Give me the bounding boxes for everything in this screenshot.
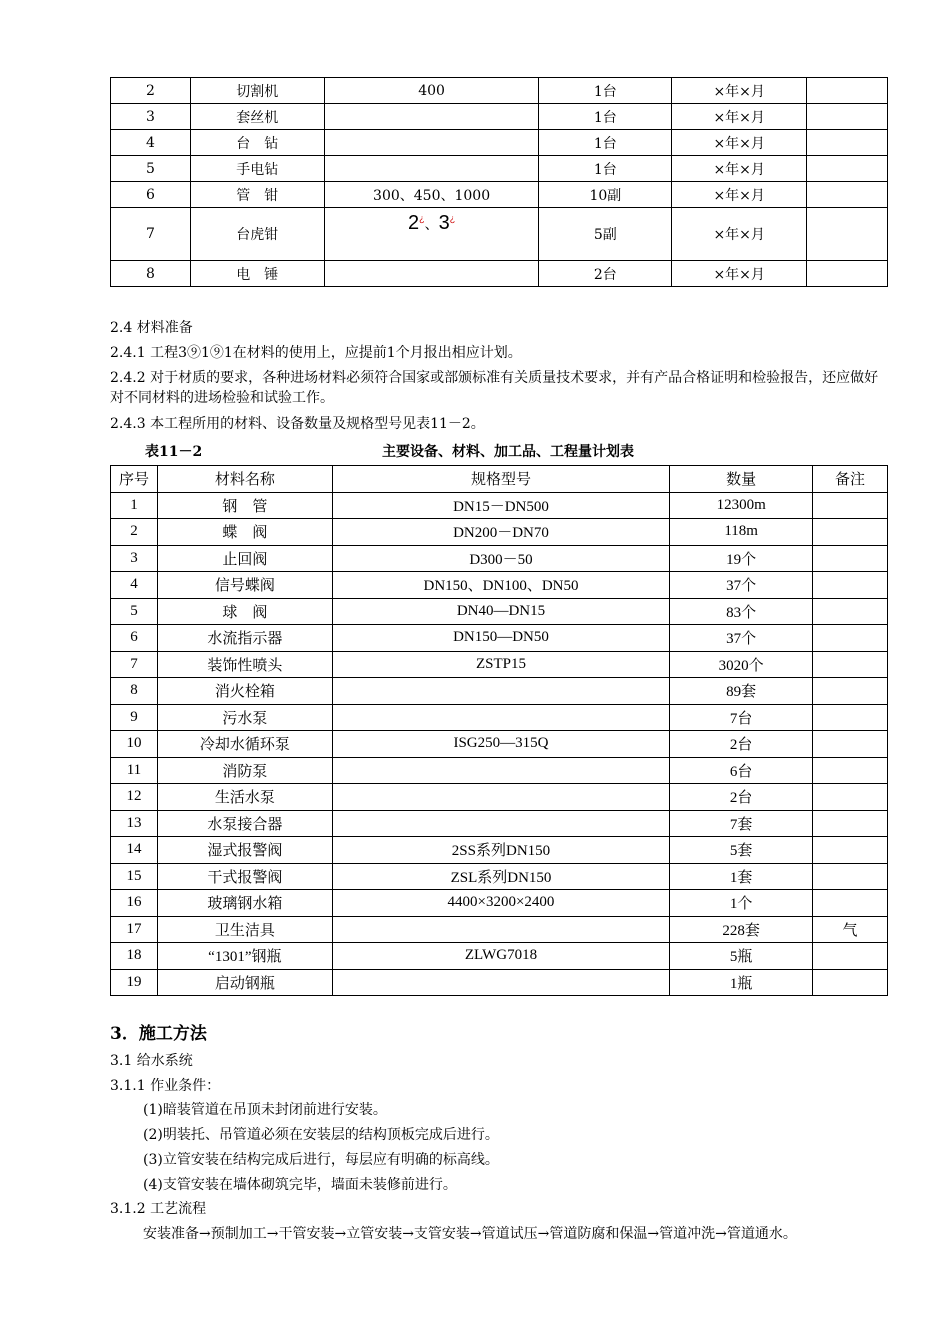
cell-note	[813, 704, 888, 731]
cell-no: 5	[111, 598, 158, 625]
cell-no: 14	[111, 837, 158, 864]
cell-note	[813, 810, 888, 837]
cell-name: 信号蝶阀	[157, 572, 332, 599]
cell-time: ×年×月	[672, 78, 807, 104]
table-title: 主要设备、材料、加工品、工程量计划表	[382, 444, 634, 460]
cell-qty: 89套	[670, 678, 813, 705]
section-heading-2-4: 2.4 材料准备	[110, 320, 193, 336]
condition-item: (1)暗装管道在吊顶未封闭前进行安装。	[143, 1102, 387, 1118]
cell-name: “1301”钢瓶	[157, 943, 332, 970]
cell-no: 8	[111, 261, 191, 287]
cell-name: 止回阀	[157, 545, 332, 572]
cell-qty: 3020个	[670, 651, 813, 678]
cell-no: 18	[111, 943, 158, 970]
table-row	[111, 757, 888, 784]
cell-name: 套丝机	[190, 104, 324, 130]
cell-no: 6	[111, 625, 158, 652]
cell-spec	[332, 810, 670, 837]
table-row	[111, 731, 888, 758]
cell-spec	[332, 969, 670, 996]
table-row	[111, 651, 888, 678]
cell-name: 钢 管	[157, 492, 332, 519]
cell-no: 1	[111, 492, 158, 519]
table-row	[111, 519, 888, 546]
cell-note	[813, 757, 888, 784]
cell-qty: 2台	[670, 731, 813, 758]
cell-spec	[332, 784, 670, 811]
cell-no: 3	[111, 545, 158, 572]
cell-time: ×年×月	[672, 182, 807, 208]
cell-no: 8	[111, 678, 158, 705]
cell-qty: 37个	[670, 625, 813, 652]
table-row	[111, 890, 888, 917]
cell-name: 卫生洁具	[157, 916, 332, 943]
table-row	[111, 78, 888, 104]
cell-name: 水流指示器	[157, 625, 332, 652]
table-row	[111, 261, 888, 287]
cell-note	[813, 784, 888, 811]
table-row	[111, 130, 888, 156]
cell-no: 4	[111, 130, 191, 156]
cell-qty: 1套	[670, 863, 813, 890]
cell-note	[813, 492, 888, 519]
paragraph-2-4-1: 2.4.1 工程3⑨1⑨1在材料的使用上，应提前1个月报出相应计划。	[110, 345, 522, 361]
cell-name: 切割机	[190, 78, 324, 104]
cell-qty: 1台	[539, 156, 672, 182]
cell-qty: 1瓶	[670, 969, 813, 996]
cell-qty: 6台	[670, 757, 813, 784]
cell-name: 玻璃钢水箱	[157, 890, 332, 917]
cell-name: 消防泵	[157, 757, 332, 784]
cell-note	[807, 261, 888, 287]
table-row	[111, 863, 888, 890]
cell-no: 16	[111, 890, 158, 917]
cell-name: 启动钢瓶	[157, 969, 332, 996]
cell-spec	[332, 704, 670, 731]
cell-time: ×年×月	[672, 104, 807, 130]
cell-name: 冷却水循环泵	[157, 731, 332, 758]
cell-name: 蝶 阀	[157, 519, 332, 546]
cell-time: ×年×月	[672, 261, 807, 287]
table-row	[111, 208, 888, 261]
cell-note	[807, 182, 888, 208]
cell-qty: 1台	[539, 78, 672, 104]
section-heading-3: 3．施工方法	[110, 1024, 207, 1044]
table-row	[111, 916, 888, 943]
table-row	[111, 784, 888, 811]
cell-no: 11	[111, 757, 158, 784]
cell-qty: 1台	[539, 104, 672, 130]
cell-note	[813, 890, 888, 917]
cell-qty: 7套	[670, 810, 813, 837]
cell-note	[813, 545, 888, 572]
cell-name: 台虎钳	[190, 208, 324, 261]
cell-note: 气	[813, 916, 888, 943]
condition-item: (3)立管安装在结构完成后进行，每层应有明确的标高线。	[143, 1152, 499, 1168]
cell-qty: 5瓶	[670, 943, 813, 970]
table-row	[111, 182, 888, 208]
cell-time: ×年×月	[672, 208, 807, 261]
condition-item: (2)明装托、吊管道必须在安装层的结构顶板完成后进行。	[143, 1127, 499, 1143]
cell-spec	[332, 757, 670, 784]
cell-note	[813, 969, 888, 996]
cell-no: 3	[111, 104, 191, 130]
cell-spec: 400	[324, 78, 539, 104]
cell-note	[813, 651, 888, 678]
cell-spec: 300、450、1000	[324, 182, 539, 208]
cell-qty: 12300m	[670, 492, 813, 519]
cell-spec	[324, 208, 539, 261]
cell-note	[813, 678, 888, 705]
cell-qty: 5套	[670, 837, 813, 864]
table-row	[111, 598, 888, 625]
cell-spec: DN15－DN500	[332, 492, 670, 519]
cell-spec: 2SS系列DN150	[332, 837, 670, 864]
cell-note	[813, 519, 888, 546]
table-row	[111, 492, 888, 519]
section-heading-3-1-1: 3.1.1 作业条件：	[110, 1078, 221, 1094]
cell-name: 管 钳	[190, 182, 324, 208]
table-row	[111, 104, 888, 130]
table-row	[111, 969, 888, 996]
spec-value-b: 3¿	[438, 212, 456, 234]
cell-spec	[324, 156, 539, 182]
cell-spec: DN150—DN50	[332, 625, 670, 652]
cell-name: 湿式报警阀	[157, 837, 332, 864]
cell-spec: DN200－DN70	[332, 519, 670, 546]
cell-name: 污水泵	[157, 704, 332, 731]
cell-name: 装饰性喷头	[157, 651, 332, 678]
cell-note	[807, 156, 888, 182]
cell-qty: 2台	[539, 261, 672, 287]
table-header-row	[111, 466, 888, 493]
cell-spec: D300－50	[332, 545, 670, 572]
cell-name: 干式报警阀	[157, 863, 332, 890]
cell-qty: 37个	[670, 572, 813, 599]
cell-name: 电 锤	[190, 261, 324, 287]
table-row	[111, 678, 888, 705]
materials-table	[110, 465, 888, 996]
paragraph-2-4-3: 2.4.3 本工程所用的材料、设备数量及规格型号见表11－2。	[110, 416, 485, 432]
cell-no: 9	[111, 704, 158, 731]
cell-note	[813, 731, 888, 758]
cell-spec: DN40—DN15	[332, 598, 670, 625]
tools-table	[110, 77, 888, 287]
cell-note	[813, 943, 888, 970]
header-note: 备注	[813, 466, 888, 493]
section-heading-3-1-2: 3.1.2 工艺流程	[110, 1201, 207, 1217]
cell-note	[807, 104, 888, 130]
cell-spec: ZLWG7018	[332, 943, 670, 970]
table-row	[111, 625, 888, 652]
cell-note	[807, 208, 888, 261]
cell-note	[807, 130, 888, 156]
cell-spec	[324, 261, 539, 287]
cell-spec: DN150、DN100、DN50	[332, 572, 670, 599]
spec-value-a: 2¿	[407, 212, 425, 234]
cell-qty: 19个	[670, 545, 813, 572]
cell-name: 消火栓箱	[157, 678, 332, 705]
cell-no: 6	[111, 182, 191, 208]
cell-no: 13	[111, 810, 158, 837]
cell-spec	[324, 104, 539, 130]
table-row	[111, 572, 888, 599]
materials-table-body	[111, 492, 888, 996]
cell-no: 4	[111, 572, 158, 599]
cell-no: 7	[111, 651, 158, 678]
cell-spec: ZSL系列DN150	[332, 863, 670, 890]
cell-no: 17	[111, 916, 158, 943]
table-row	[111, 837, 888, 864]
table-row	[111, 704, 888, 731]
cell-no: 2	[111, 78, 191, 104]
cell-no: 19	[111, 969, 158, 996]
cell-note	[813, 863, 888, 890]
table-row	[111, 545, 888, 572]
cell-note	[813, 625, 888, 652]
cell-qty: 1台	[539, 130, 672, 156]
table-row	[111, 810, 888, 837]
cell-spec: ISG250—315Q	[332, 731, 670, 758]
cell-note	[813, 598, 888, 625]
condition-item: (4)支管安装在墙体砌筑完毕，墙面未装修前进行。	[143, 1177, 457, 1193]
table-label: 表11－2	[145, 444, 203, 460]
table-row	[111, 943, 888, 970]
header-spec: 规格型号	[332, 466, 670, 493]
cell-qty: 118m	[670, 519, 813, 546]
cell-time: ×年×月	[672, 130, 807, 156]
header-name: 材料名称	[157, 466, 332, 493]
cell-name: 水泵接合器	[157, 810, 332, 837]
cell-qty: 2台	[670, 784, 813, 811]
cell-spec	[332, 678, 670, 705]
header-no: 序号	[111, 466, 158, 493]
cell-time: ×年×月	[672, 156, 807, 182]
cell-no: 10	[111, 731, 158, 758]
cell-qty: 1个	[670, 890, 813, 917]
cell-qty: 5副	[539, 208, 672, 261]
cell-no: 15	[111, 863, 158, 890]
table-row	[111, 156, 888, 182]
cell-spec: ZSTP15	[332, 651, 670, 678]
spec-separator: 、	[424, 217, 439, 233]
section-heading-3-1: 3.1 给水系统	[110, 1053, 193, 1069]
cell-qty: 10副	[539, 182, 672, 208]
cell-name: 生活水泵	[157, 784, 332, 811]
cell-no: 5	[111, 156, 191, 182]
cell-name: 台 钻	[190, 130, 324, 156]
paragraph-2-4-2: 2.4.2 对于材质的要求，各种进场材料必须符合国家或部颁标准有关质量技术要求，并有产品合格证明和检验报告，还应做好对不同材料的进场检验和试验工作。	[110, 370, 879, 406]
cell-note	[807, 78, 888, 104]
cell-no: 7	[111, 208, 191, 261]
cell-qty: 228套	[670, 916, 813, 943]
cell-qty: 7台	[670, 704, 813, 731]
process-flow: 安装准备→预制加工→干管安装→立管安装→支管安装→管道试压→管道防腐和保温→管道冲洗→管道通水。	[143, 1226, 797, 1242]
cell-note	[813, 572, 888, 599]
cell-qty: 83个	[670, 598, 813, 625]
cell-name: 手电钻	[190, 156, 324, 182]
cell-no: 2	[111, 519, 158, 546]
cell-no: 12	[111, 784, 158, 811]
cell-spec: 4400×3200×2400	[332, 890, 670, 917]
cell-name: 球 阀	[157, 598, 332, 625]
header-qty: 数量	[670, 466, 813, 493]
cell-note	[813, 837, 888, 864]
cell-spec	[324, 130, 539, 156]
cell-spec	[332, 916, 670, 943]
